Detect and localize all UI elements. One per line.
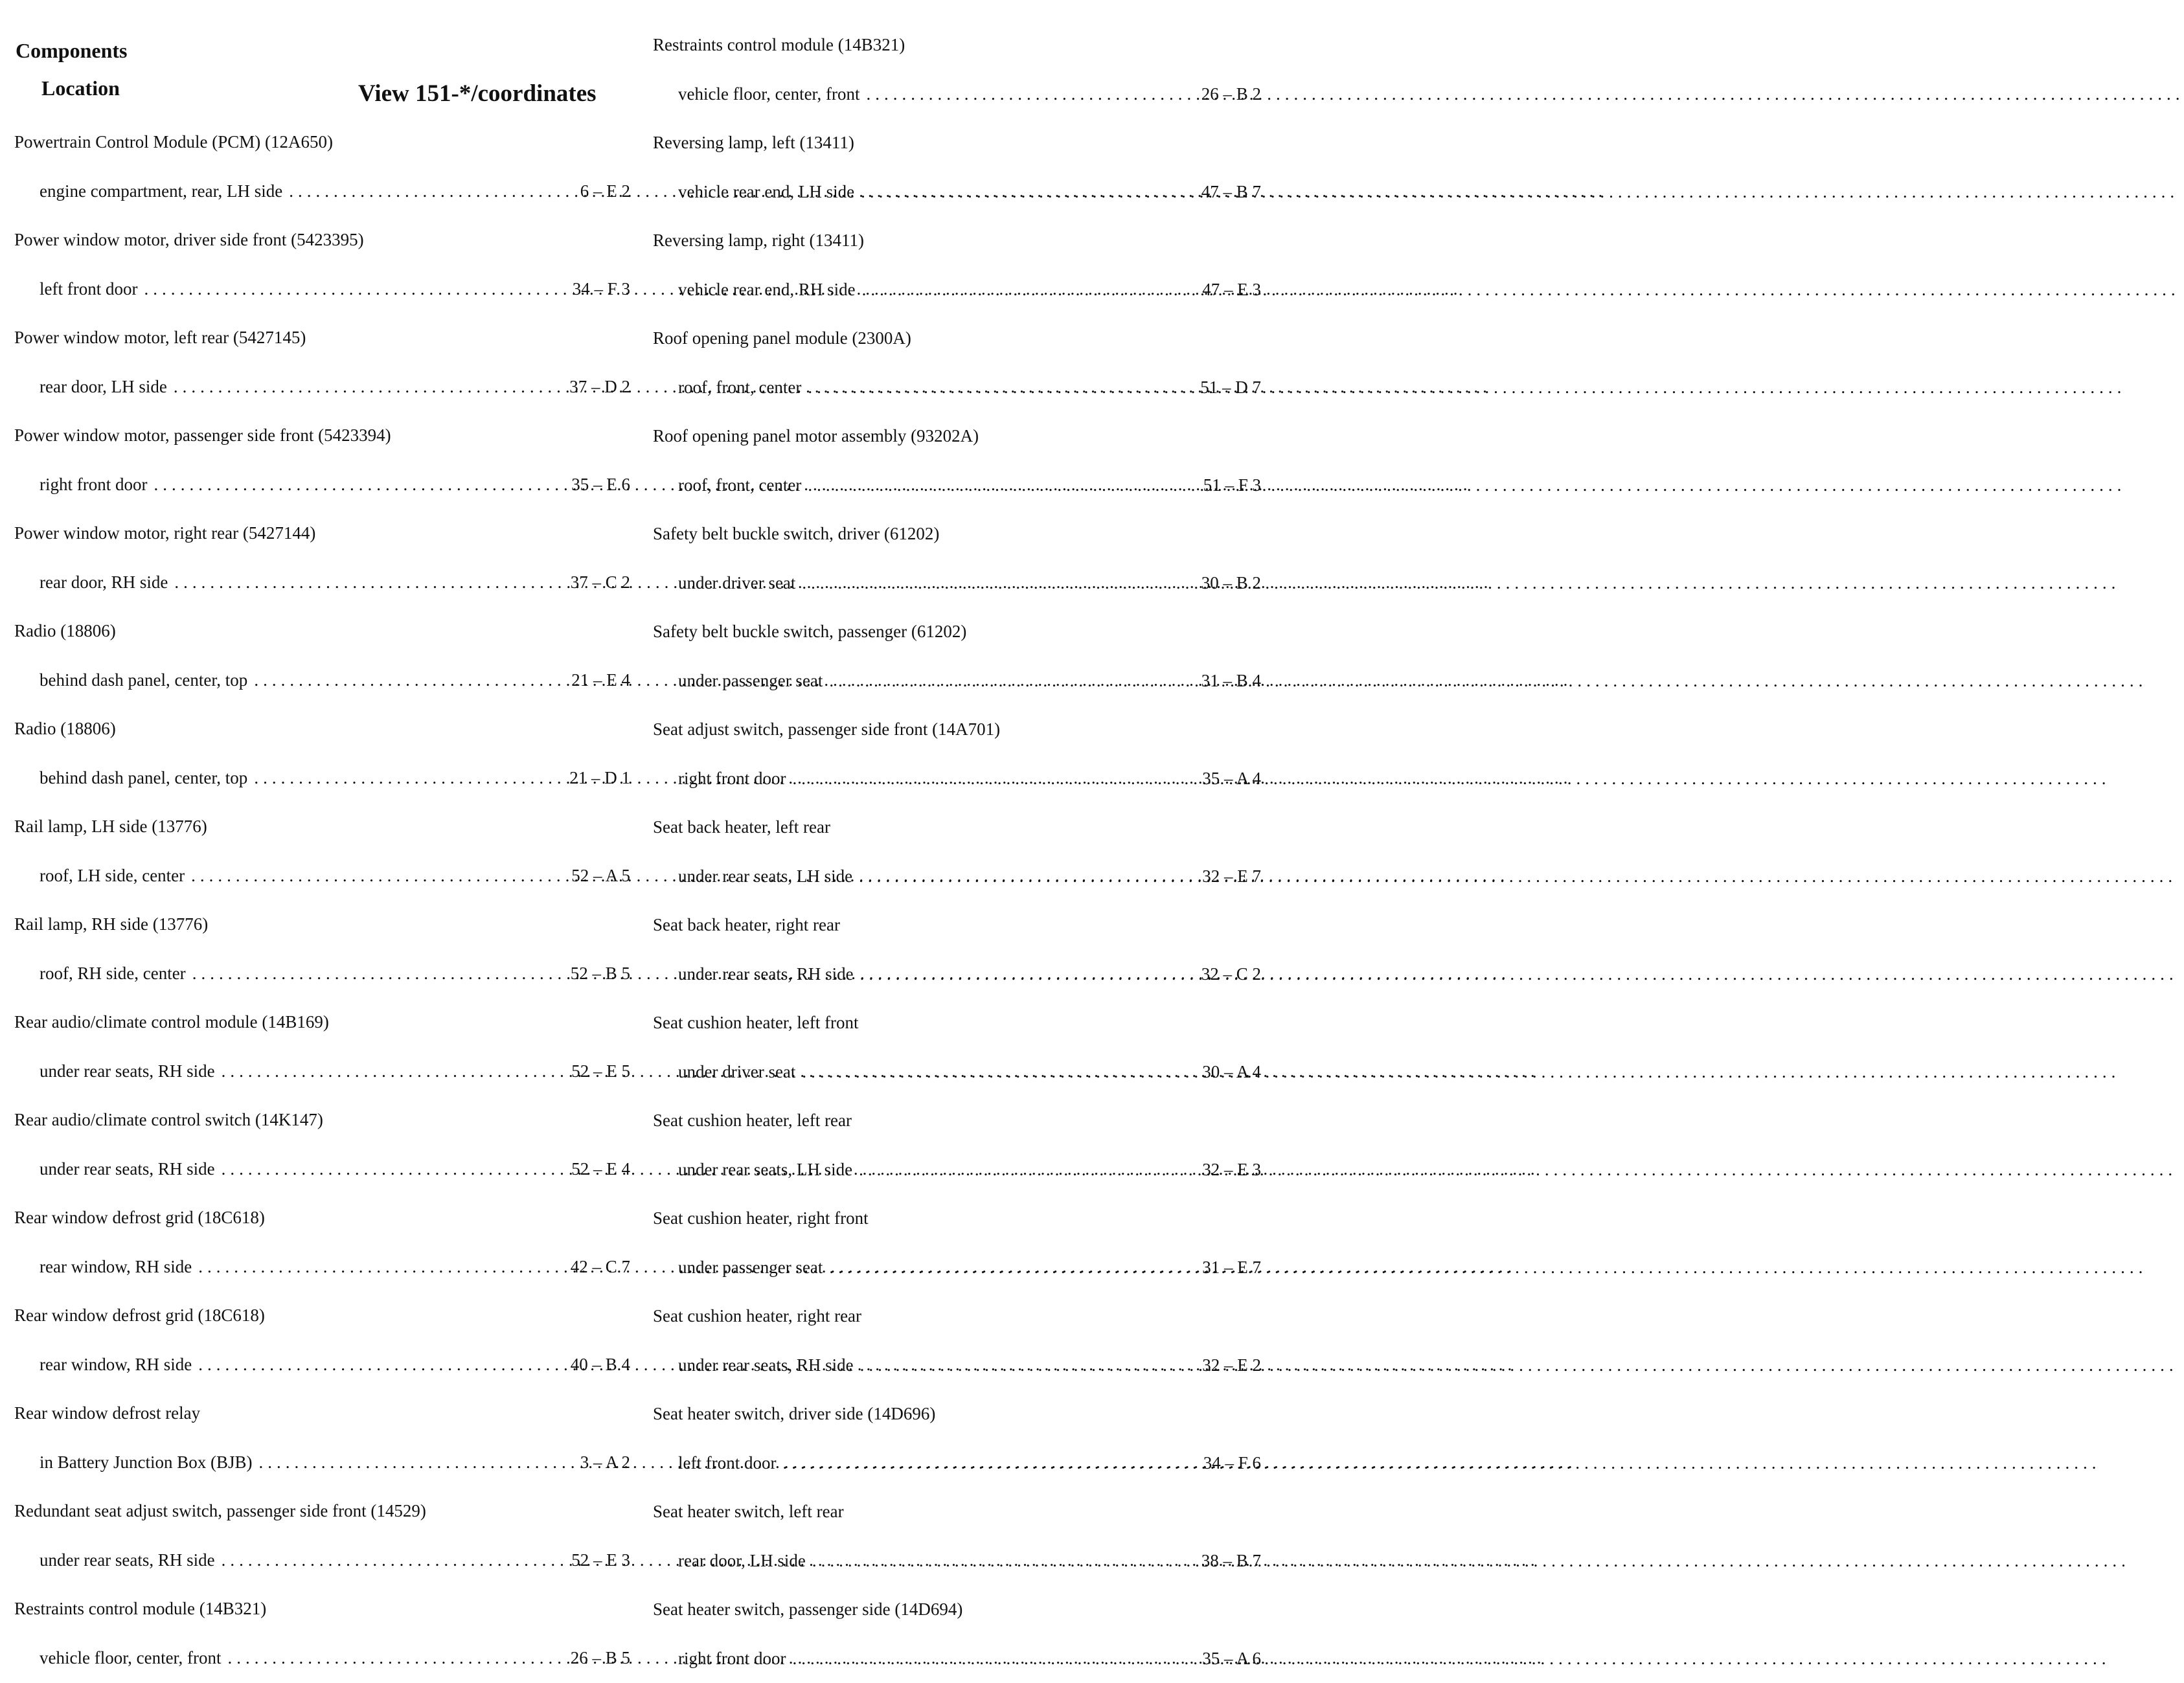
component-name: Safety belt buckle switch, passenger (61202) [653, 607, 1242, 657]
view-coordinate: 26 – B 2 [1190, 70, 1261, 119]
view-coordinate: 35 – A 6 [1190, 1634, 1261, 1683]
dot-leader [782, 1439, 1181, 1488]
view-coordinate: 34 – F 3 [559, 265, 630, 314]
component-entry [14, 1389, 604, 1487]
dot-leader [258, 1438, 550, 1487]
view-coordinate: 32 – C 2 [1190, 950, 1261, 999]
dot-leader [860, 950, 1181, 999]
component-location: under driver seat [678, 1048, 795, 1097]
component-location: rear door, RH side [40, 558, 168, 607]
location-row [653, 363, 1261, 412]
component-name: Power window motor, left rear (5427145) [14, 313, 604, 363]
component-location: under rear seats, RH side [40, 1145, 215, 1194]
view-coordinate: 47 – E 3 [1190, 265, 1261, 315]
dot-leader [192, 949, 550, 999]
component-entry [653, 21, 1242, 119]
component-entry [653, 607, 1242, 705]
dot-leader [144, 265, 550, 314]
location-row [653, 265, 1261, 315]
location-row [14, 656, 630, 705]
location-row [14, 265, 630, 314]
location-row [14, 1145, 630, 1194]
location-row [14, 460, 630, 510]
component-entry [653, 510, 1242, 607]
component-location: under passenger seat [678, 657, 823, 706]
dot-leader [866, 70, 1181, 119]
location-row [14, 363, 630, 412]
view-coordinate: 31 – E 7 [1190, 1243, 1261, 1293]
view-coordinate: 26 – B 5 [559, 1634, 630, 1683]
component-name: Power window motor, driver side front (5423395) [14, 216, 604, 265]
component-location: roof, LH side, center [40, 852, 185, 901]
view-coordinate: 35 – E 6 [559, 460, 630, 510]
component-location: vehicle rear end, LH side [678, 168, 854, 217]
component-name: Seat cushion heater, left rear [653, 1096, 1242, 1146]
component-location: under rear seats, RH side [678, 950, 854, 999]
view-coordinate: 30 – B 2 [1190, 559, 1261, 608]
dot-leader [289, 167, 550, 216]
component-entry [653, 999, 1242, 1096]
dot-leader [198, 1340, 550, 1390]
dot-leader [254, 754, 550, 803]
component-location: vehicle floor, center, front [40, 1634, 221, 1683]
component-location: under rear seats, RH side [40, 1536, 215, 1585]
location-row [14, 852, 630, 901]
right-component-list [653, 21, 1242, 1683]
component-location: under rear seats, LH side [678, 852, 852, 901]
dot-leader [792, 1634, 1181, 1683]
component-name: Rear audio/climate control module (14B169) [14, 998, 604, 1047]
view-coordinate: 52 – E 3 [559, 1536, 630, 1585]
location-row [653, 950, 1261, 999]
location-row [14, 754, 630, 803]
view-coordinate: 38 – B 7 [1190, 1537, 1261, 1586]
view-coordinate: 32 – E 7 [1190, 852, 1261, 901]
component-name: Seat heater switch, driver side (14D696) [653, 1390, 1242, 1439]
dot-leader [254, 656, 550, 705]
view-coordinate: 32 – E 3 [1190, 1146, 1261, 1195]
dot-leader [808, 461, 1181, 510]
view-coordinate: 21 – D 1 [559, 754, 630, 803]
view-coordinate: 47 – B 7 [1190, 168, 1261, 217]
dot-leader [222, 1047, 550, 1096]
view-coordinate: 51 – F 3 [1190, 461, 1261, 510]
view-coordinate: 42 – C 7 [559, 1243, 630, 1292]
location-column-heading: Location [41, 76, 120, 100]
view-coordinate: 3 – A 2 [559, 1438, 630, 1487]
component-location: left front door [678, 1439, 776, 1488]
component-location: right front door [678, 754, 786, 804]
component-location: right front door [40, 460, 147, 510]
location-row [653, 168, 1261, 217]
dot-leader [829, 1243, 1181, 1293]
view-coordinate: 52 – B 5 [559, 949, 630, 999]
dot-leader [174, 363, 550, 412]
component-location: behind dash panel, center, top [40, 656, 247, 705]
view-coordinates-column-heading: View 151-*/coordinates [358, 80, 597, 107]
component-location: under rear seats, LH side [678, 1146, 852, 1195]
component-name: Seat heater switch, left rear [653, 1487, 1242, 1537]
left-component-list [14, 118, 604, 1682]
component-entry [653, 1292, 1242, 1390]
component-entry [653, 1096, 1242, 1194]
location-row [14, 1634, 630, 1683]
location-row [14, 1340, 630, 1390]
component-entry [653, 1487, 1242, 1585]
component-name: Rear window defrost relay [14, 1389, 604, 1438]
component-entry [653, 901, 1242, 999]
location-row [653, 1537, 1261, 1586]
component-location: right front door [678, 1634, 786, 1683]
component-entry [653, 119, 1242, 216]
component-location: roof, front, center [678, 363, 801, 412]
location-row [653, 1243, 1261, 1293]
component-name: Seat heater switch, passenger side (14D694) [653, 1585, 1242, 1634]
component-entry [14, 1291, 604, 1389]
component-entry [14, 1096, 604, 1193]
component-location: roof, RH side, center [40, 949, 186, 999]
view-coordinate: 21 – E 4 [559, 656, 630, 705]
location-row [14, 1047, 630, 1096]
component-location: under passenger seat [678, 1243, 823, 1293]
component-entry [14, 216, 604, 313]
dot-leader [808, 363, 1181, 412]
component-name: Restraints control module (14B321) [653, 21, 1242, 70]
dot-leader [812, 1537, 1181, 1586]
dot-leader [222, 1536, 550, 1585]
component-entry [14, 509, 604, 607]
view-coordinate: 6 – E 2 [559, 167, 630, 216]
location-row [14, 1536, 630, 1585]
view-coordinate: 52 – E 4 [559, 1145, 630, 1194]
dot-leader [829, 657, 1181, 706]
dot-leader [191, 852, 550, 901]
view-coordinate: 32 – E 2 [1190, 1341, 1261, 1390]
dot-leader [792, 754, 1181, 804]
view-coordinate: 34 – F 6 [1190, 1439, 1261, 1488]
location-row [14, 558, 630, 607]
location-row [653, 1439, 1261, 1488]
view-coordinate: 51 – D 7 [1190, 363, 1261, 412]
component-location: under rear seats, RH side [678, 1341, 854, 1390]
location-row [653, 1341, 1261, 1390]
component-entry [14, 1487, 604, 1585]
component-location: under driver seat [678, 559, 795, 608]
view-coordinate: 37 – C 2 [559, 558, 630, 607]
component-location: under rear seats, RH side [40, 1047, 215, 1096]
component-name: Rear window defrost grid (18C618) [14, 1193, 604, 1243]
dot-leader [198, 1243, 550, 1292]
component-name: Power window motor, passenger side front (5423394) [14, 411, 604, 460]
component-location: behind dash panel, center, top [40, 754, 247, 803]
dot-leader [861, 168, 1181, 217]
component-entry [14, 1585, 604, 1682]
component-location: rear window, RH side [40, 1340, 192, 1390]
dot-leader [222, 1145, 550, 1194]
component-entry [14, 998, 604, 1096]
view-coordinate: 37 – D 2 [559, 363, 630, 412]
component-location: engine compartment, rear, LH side [40, 167, 282, 216]
component-entry [653, 705, 1242, 803]
location-row [653, 461, 1261, 510]
components-heading: Components [16, 39, 127, 63]
location-row [653, 754, 1261, 804]
component-entry [653, 216, 1242, 314]
component-name: Roof opening panel motor assembly (93202A) [653, 412, 1242, 461]
component-entry [14, 802, 604, 900]
location-row [653, 1634, 1261, 1683]
dot-leader [862, 265, 1181, 315]
component-name: Powertrain Control Module (PCM) (12A650) [14, 118, 604, 167]
location-row [653, 852, 1261, 901]
component-name: Radio (18806) [14, 705, 604, 754]
component-name: Restraints control module (14B321) [14, 1585, 604, 1634]
location-row [653, 657, 1261, 706]
component-entry [14, 313, 604, 411]
component-location: vehicle floor, center, front [678, 70, 859, 119]
view-coordinate: 40 – B 4 [559, 1340, 630, 1390]
location-row [14, 1243, 630, 1292]
location-row [653, 70, 1261, 119]
component-name: Seat cushion heater, left front [653, 999, 1242, 1048]
view-coordinate: 52 – E 5 [559, 1047, 630, 1096]
dot-leader [802, 559, 1181, 608]
component-name: Rail lamp, RH side (13776) [14, 900, 604, 949]
location-row [14, 949, 630, 999]
component-entry [14, 705, 604, 802]
component-name: Seat cushion heater, right front [653, 1194, 1242, 1243]
component-entry [653, 803, 1242, 901]
component-entry [653, 412, 1242, 510]
component-name: Seat back heater, left rear [653, 803, 1242, 852]
component-location: rear door, LH side [678, 1537, 806, 1586]
component-entry [14, 900, 604, 998]
view-coordinate: 35 – A 4 [1190, 754, 1261, 804]
component-location: rear window, RH side [40, 1243, 192, 1292]
dot-leader [860, 1341, 1181, 1390]
component-name: Power window motor, right rear (5427144) [14, 509, 604, 558]
component-name: Rail lamp, LH side (13776) [14, 802, 604, 852]
component-name: Reversing lamp, right (13411) [653, 216, 1242, 265]
dot-leader [154, 460, 550, 510]
component-name: Reversing lamp, left (13411) [653, 119, 1242, 168]
component-entry [14, 1193, 604, 1291]
component-name: Redundant seat adjust switch, passenger side front (14529) [14, 1487, 604, 1536]
view-coordinate: 52 – A 5 [559, 852, 630, 901]
dot-leader [227, 1634, 550, 1683]
component-name: Roof opening panel module (2300A) [653, 314, 1242, 363]
component-location: left front door [40, 265, 137, 314]
component-location: vehicle rear end, RH side [678, 265, 856, 315]
component-entry [653, 1585, 1242, 1683]
dot-leader [802, 1048, 1181, 1097]
location-row [14, 167, 630, 216]
component-location: rear door, LH side [40, 363, 167, 412]
component-entry [653, 1390, 1242, 1487]
view-coordinate: 31 – B 4 [1190, 657, 1261, 706]
component-name: Radio (18806) [14, 607, 604, 656]
component-entry [653, 1194, 1242, 1292]
component-name: Seat cushion heater, right rear [653, 1292, 1242, 1341]
location-row [14, 1438, 630, 1487]
location-row [653, 1146, 1261, 1195]
component-entry [14, 411, 604, 509]
component-name: Seat back heater, right rear [653, 901, 1242, 950]
location-row [653, 1048, 1261, 1097]
component-location: in Battery Junction Box (BJB) [40, 1438, 252, 1487]
dot-leader [859, 1146, 1181, 1195]
component-entry [14, 118, 604, 216]
dot-leader [859, 852, 1181, 901]
component-name: Safety belt buckle switch, driver (61202) [653, 510, 1242, 559]
component-name: Seat adjust switch, passenger side front (14A701) [653, 705, 1242, 754]
component-entry [653, 314, 1242, 412]
location-row [653, 559, 1261, 608]
dot-leader [174, 558, 550, 607]
component-name: Rear audio/climate control switch (14K147) [14, 1096, 604, 1145]
component-location: roof, front, center [678, 461, 801, 510]
view-coordinate: 30 – A 4 [1190, 1048, 1261, 1097]
component-entry [14, 607, 604, 705]
component-name: Rear window defrost grid (18C618) [14, 1291, 604, 1340]
